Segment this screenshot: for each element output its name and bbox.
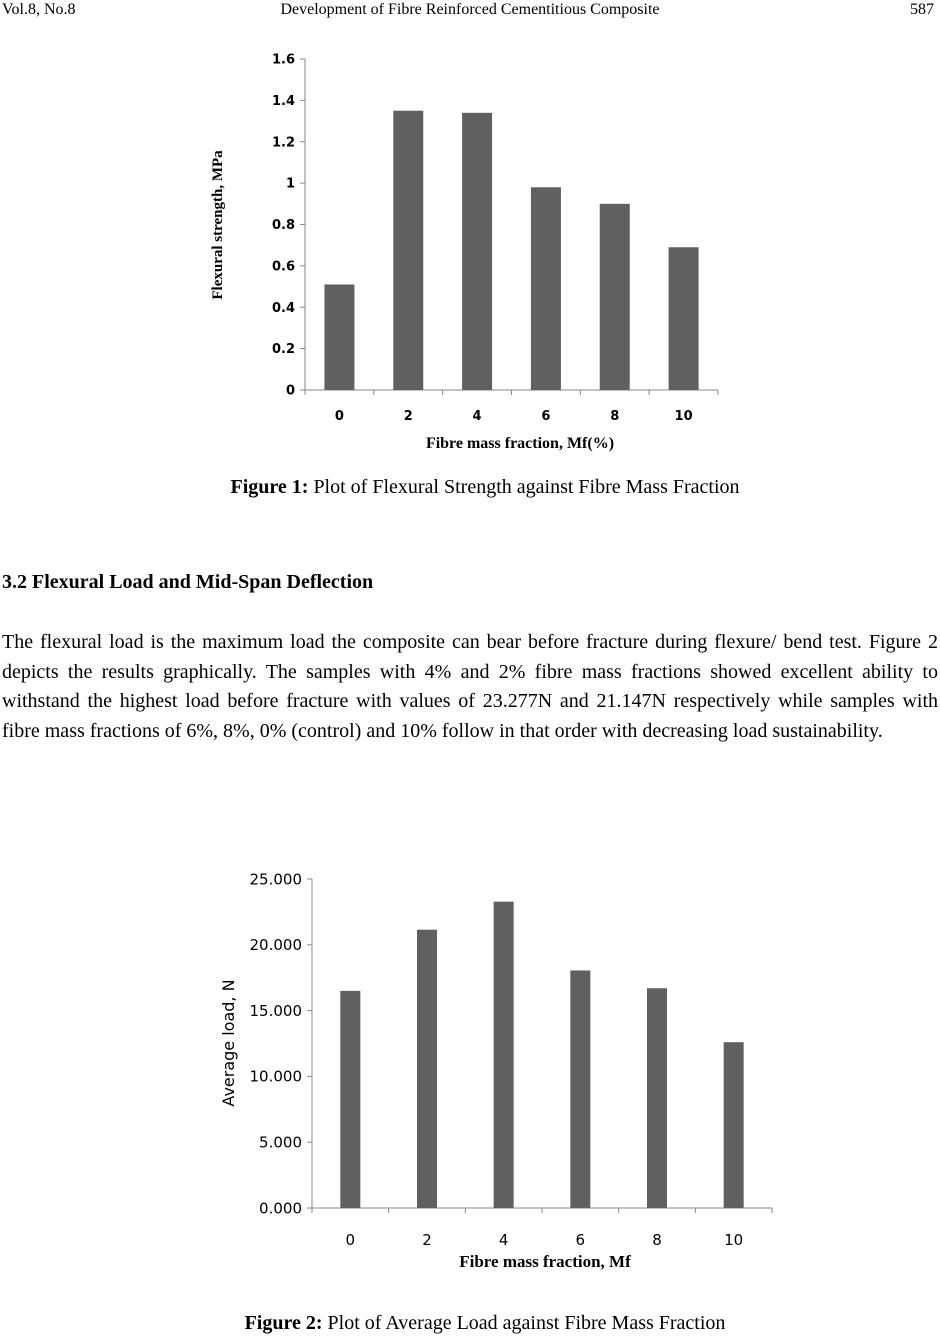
x-axis-title: Fibre mass fraction, Mf bbox=[459, 1252, 631, 1271]
figure-2-caption-text: Plot of Average Load against Fibre Mass Fraction bbox=[322, 1312, 726, 1334]
header-volume: Vol.8, No.8 bbox=[2, 1, 76, 18]
y-tick-label: 0.8 bbox=[271, 218, 295, 234]
bar-2 bbox=[417, 930, 437, 1208]
x-tick-label: 2 bbox=[422, 1231, 432, 1249]
x-tick-label: 6 bbox=[575, 1231, 586, 1249]
bar-8 bbox=[647, 988, 667, 1208]
bar-4 bbox=[462, 113, 492, 390]
y-tick-label: 0 bbox=[285, 383, 295, 399]
bar-0 bbox=[340, 991, 360, 1208]
y-tick-label: 0.2 bbox=[271, 342, 295, 358]
figure-2-chart bbox=[0, 850, 940, 1290]
x-tick-label: 10 bbox=[674, 409, 693, 424]
section-heading: 3.2 Flexural Load and Mid-Span Deflection bbox=[2, 571, 374, 593]
x-tick-label: 8 bbox=[652, 1231, 662, 1249]
y-axis-title: Flexural strength, MPa bbox=[210, 150, 226, 300]
figure-1-caption bbox=[0, 476, 940, 499]
header-page-number: 587 bbox=[910, 1, 934, 18]
figure-2-caption-label: Figure 2: bbox=[244, 1312, 323, 1334]
y-tick-label: 25.000 bbox=[249, 870, 302, 889]
y-tick-label: 15.000 bbox=[249, 1001, 302, 1020]
x-tick-label: 10 bbox=[724, 1231, 744, 1249]
x-tick-label: 4 bbox=[498, 1231, 509, 1249]
y-tick-label: 1.6 bbox=[271, 52, 295, 68]
y-tick-label: 1.2 bbox=[271, 135, 295, 151]
bar-6 bbox=[531, 187, 561, 390]
x-tick-label: 8 bbox=[610, 409, 620, 424]
y-tick-label: 1 bbox=[285, 176, 295, 192]
y-tick-label: 1.4 bbox=[271, 93, 295, 109]
y-tick-label: 20.000 bbox=[249, 936, 302, 955]
bar-2 bbox=[393, 111, 423, 390]
figure-2-caption bbox=[0, 1312, 940, 1335]
bar-6 bbox=[570, 970, 590, 1208]
header-title: Development of Fibre Reinforced Cementitious Composite bbox=[280, 1, 660, 18]
bar-10 bbox=[669, 247, 699, 390]
x-tick-label: 0 bbox=[334, 409, 344, 424]
x-axis-title: Fibre mass fraction, Mf(%) bbox=[425, 435, 615, 452]
y-tick-label: 5.000 bbox=[259, 1133, 302, 1152]
bar-10 bbox=[724, 1042, 744, 1208]
y-axis-title: Average load, N bbox=[219, 979, 238, 1107]
y-tick-label: 0.6 bbox=[271, 259, 295, 275]
x-tick-label: 2 bbox=[403, 409, 413, 424]
y-tick-label: 10.000 bbox=[249, 1067, 302, 1086]
x-tick-label: 4 bbox=[472, 409, 482, 424]
bar-0 bbox=[324, 284, 354, 390]
bar-4 bbox=[494, 902, 514, 1208]
figure-1-chart bbox=[0, 0, 940, 470]
body-paragraph: The flexural load is the maximum load the composite can bear before fracture during flexure/ bend test. Figure 2 depicts the results graphically. The samples with 4% and 2% fibre mass fractions showed excellent ability to withstand the highest load before fracture with values of 23.277N and 21.147N respectively while samples with fibre mass fractions of 6%, 8%, 0% (control) and 10% follow in that order with decreasing load sustainability. bbox=[2, 631, 938, 742]
x-tick-label: 6 bbox=[541, 409, 551, 424]
y-tick-label: 0.000 bbox=[259, 1199, 302, 1218]
figure-1-caption-text: Plot of Flexural Strength against Fibre Mass Fraction bbox=[308, 476, 740, 498]
x-tick-label: 0 bbox=[345, 1231, 356, 1249]
bar-8 bbox=[600, 204, 630, 390]
y-tick-label: 0.4 bbox=[271, 300, 295, 316]
figure-1-caption-label: Figure 1: bbox=[230, 476, 309, 498]
